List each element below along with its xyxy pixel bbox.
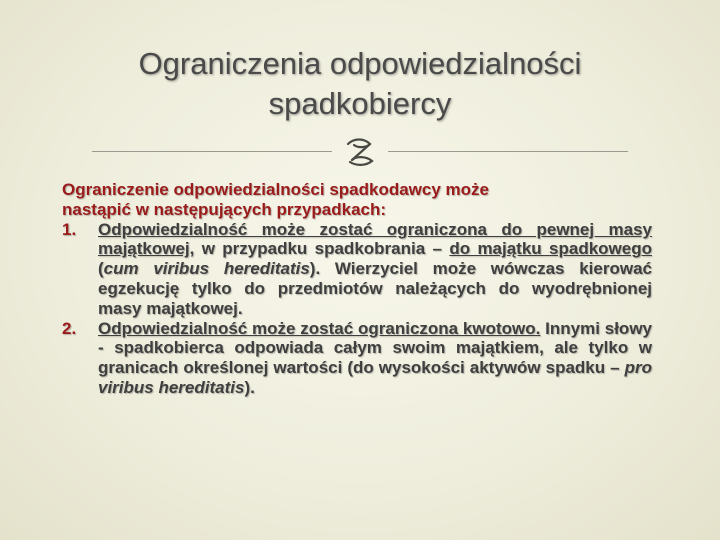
list-number: 2. xyxy=(62,318,77,338)
list-item xyxy=(62,319,652,398)
item-2-text-a: Innymi słowy - spadkobierca odpowiada całym swoim majątkiem, ale tylko w granicach określonej wartości (do wysokości aktywów spadku – xyxy=(98,318,652,378)
item-2-underlined-lead: Odpowiedzialność może zostać ograniczona kwotowo. xyxy=(98,318,541,338)
item-1-underlined-lead: Odpowiedzialność może zostać ograniczona do pewnej masy majątkowej xyxy=(98,219,652,259)
scroll-ornament-icon xyxy=(340,136,380,168)
intro-line-1: Ograniczenie odpowiedzialności spadkodawcy może xyxy=(62,180,489,199)
slide-body xyxy=(62,180,652,398)
item-1-text-a: , w przypadku spadkobrania – xyxy=(189,239,450,259)
list-number: 1. xyxy=(62,219,77,239)
title-line-1: Ograniczenia odpowiedzialności xyxy=(138,46,582,81)
item-1-text-b: ( xyxy=(98,259,104,279)
title-divider xyxy=(92,136,628,168)
numbered-list xyxy=(62,220,652,398)
divider-line-left xyxy=(92,151,332,152)
item-1-latin-term: cum viribus hereditatis xyxy=(103,259,310,279)
item-2-text-b: ). xyxy=(244,377,255,397)
title-line-2: spadkobiercy xyxy=(268,86,452,121)
item-1-text-c: ). Wierzyciel może wówczas kierować egzekucję tylko do przedmiotów należących do wyodrębnionej masy majątkowej. xyxy=(98,259,652,318)
intro-line-2: nastąpić w następujących przypadkach: xyxy=(62,199,387,219)
item-2-latin-term: pro viribus hereditatis xyxy=(98,358,652,397)
item-1-underlined-estate: do majątku spadkowego xyxy=(449,239,652,259)
slide-title xyxy=(60,44,660,124)
intro-paragraph xyxy=(62,180,652,220)
list-item xyxy=(62,220,652,319)
divider-line-right xyxy=(388,151,628,152)
